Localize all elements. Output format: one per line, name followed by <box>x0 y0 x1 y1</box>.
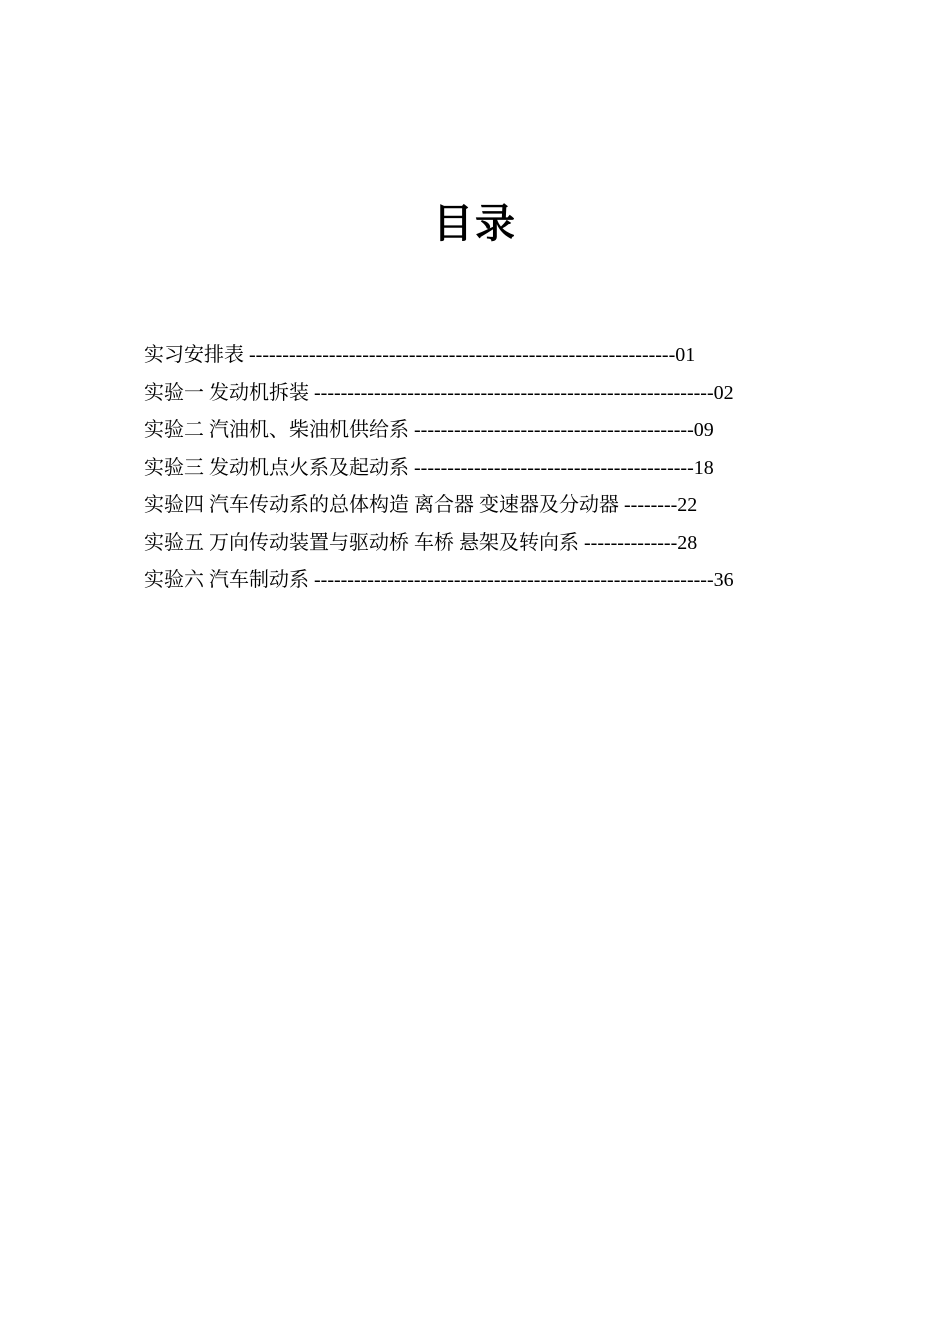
toc-entry-text: 实验二 汽油机、柴油机供给系 ------------------------------------------09 <box>144 419 714 441</box>
toc-entry <box>144 340 784 378</box>
toc-entry-text: 实验六 汽车制动系 ------------------------------------------------------------36 <box>144 569 734 591</box>
toc-entry-text: 实验五 万向传动装置与驱动桥 车桥 悬架及转向系 --------------28 <box>144 531 698 554</box>
toc-entry <box>144 378 784 416</box>
page-title: 目录 <box>433 201 517 247</box>
toc-entry <box>144 415 784 453</box>
toc-entry-text: 实验四 汽车传动系的总体构造 离合器 变速器及分动器 --------22 <box>144 494 698 516</box>
toc-entry-text: 实验一 发动机拆装 ------------------------------------------------------------02 <box>144 381 734 404</box>
toc-entry <box>144 453 784 491</box>
toc-entry-text: 实验三 发动机点火系及起动系 ------------------------------------------18 <box>144 456 714 479</box>
toc-entry-text: 实习安排表 ----------------------------------------------------------------01 <box>144 344 696 366</box>
toc-entry <box>144 490 784 528</box>
table-of-contents <box>144 340 784 603</box>
toc-entry <box>144 528 784 566</box>
toc-entry <box>144 565 784 603</box>
